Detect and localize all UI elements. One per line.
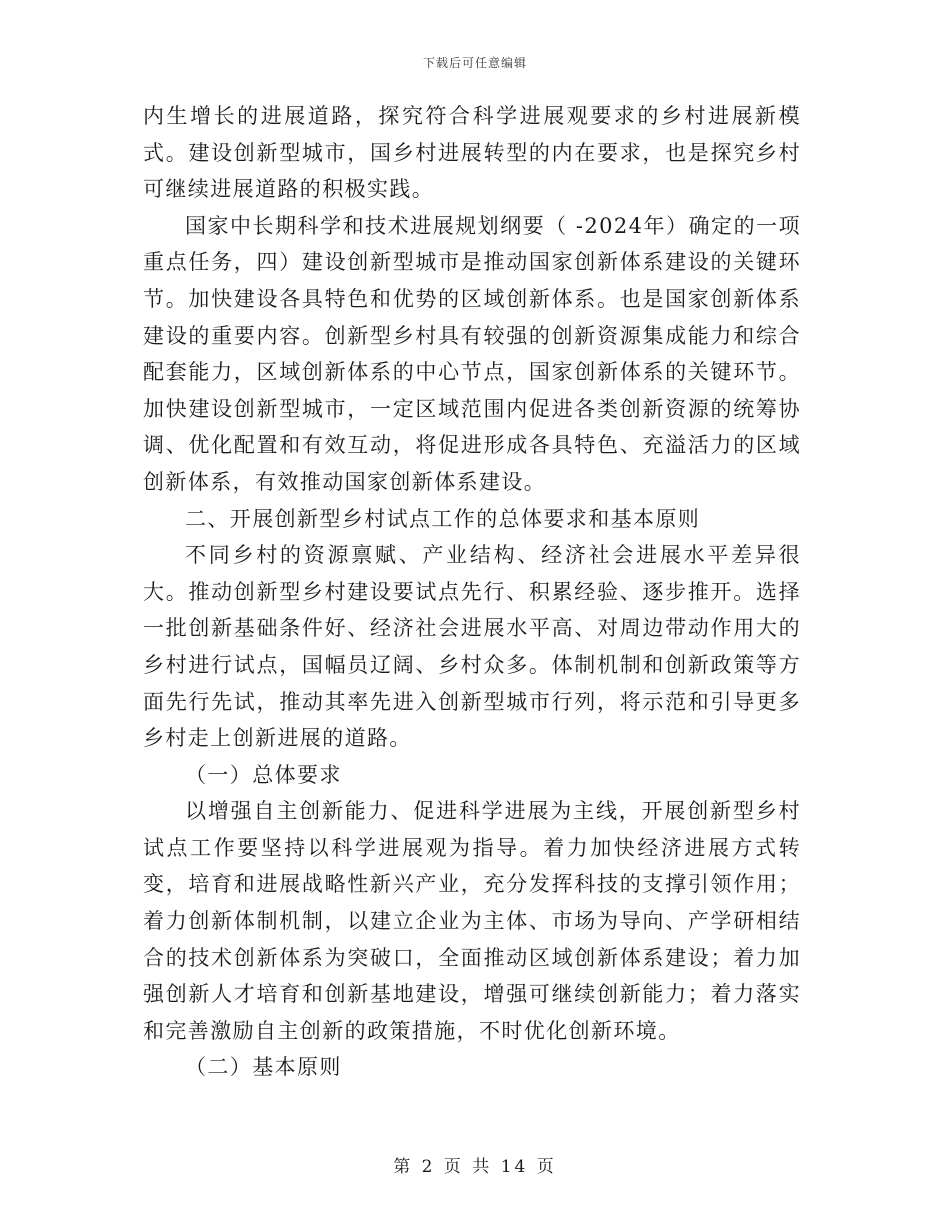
paragraph-planning-outline: 国家中长期科学和技术进展规划纲要（ -2024年）确定的一项重点任务，四）建设创新型城市是推动国家创新体系建设的关键环节。加快建设各具特色和优势的区域创新体系。也是国家创新体系建设的重要内容。创新型乡村具有较强的创新资源集成能力和综合配套能力，区域创新体系的中心节点，国家创新体系的关键环节。加快建设创新型城市，一定区域范围内促进各类创新资源的统筹协调、优化配置和有效互动，将促进形成各具特色、充溢活力的区域创新体系，有效推动国家创新体系建设。 — [143, 213, 801, 494]
paragraph-pilot-selection: 不同乡村的资源禀赋、产业结构、经济社会进展水平差异很大。推动创新型乡村建设要试点先行、积累经验、逐步推开。选择一批创新基础条件好、经济社会进展水平高、对周边带动作用大的乡村进行试点，国幅员辽阔、乡村众多。体制机制和创新政策等方面先行先试，推动其率先进入创新型城市行列，将示范和引导更多乡村走上创新进展的道路。 — [143, 543, 801, 751]
section-heading-2: 二、开展创新型乡村试点工作的总体要求和基本原则 — [185, 506, 701, 531]
document-body — [143, 98, 801, 1086]
page-number: 第 2 页 共 14 页 — [393, 1157, 557, 1177]
paragraph-overall-requirements: 以增强自主创新能力、促进科学进展为主线，开展创新型乡村试点工作要坚持以科学进展观为指导。着力加快经济进展方式转变，培育和进展战略性新兴产业，充分发挥科技的支撑引领作用；着力创新体制机制，以建立企业为主体、市场为导向、产学研相结合的技术创新体系为突破口，全面推动区域创新体系建设；着力加强创新人才培育和创新基地建设，增强可继续创新能力；着力落实和完善激励自主创新的政策措施，不时优化创新环境。 — [143, 799, 801, 1043]
subheading-basic-principles: （二）基本原则 — [185, 1055, 342, 1080]
subheading-overall-requirements: （一）总体要求 — [185, 762, 342, 787]
header-note: 下载后可任意编辑 — [422, 56, 527, 70]
paragraph-continued: 内生增长的进展道路，探究符合科学进展观要求的乡村进展新模式。建设创新型城市，国乡村进展转型的内在要求，也是探究乡村可继续进展道路的积极实践。 — [143, 104, 801, 202]
